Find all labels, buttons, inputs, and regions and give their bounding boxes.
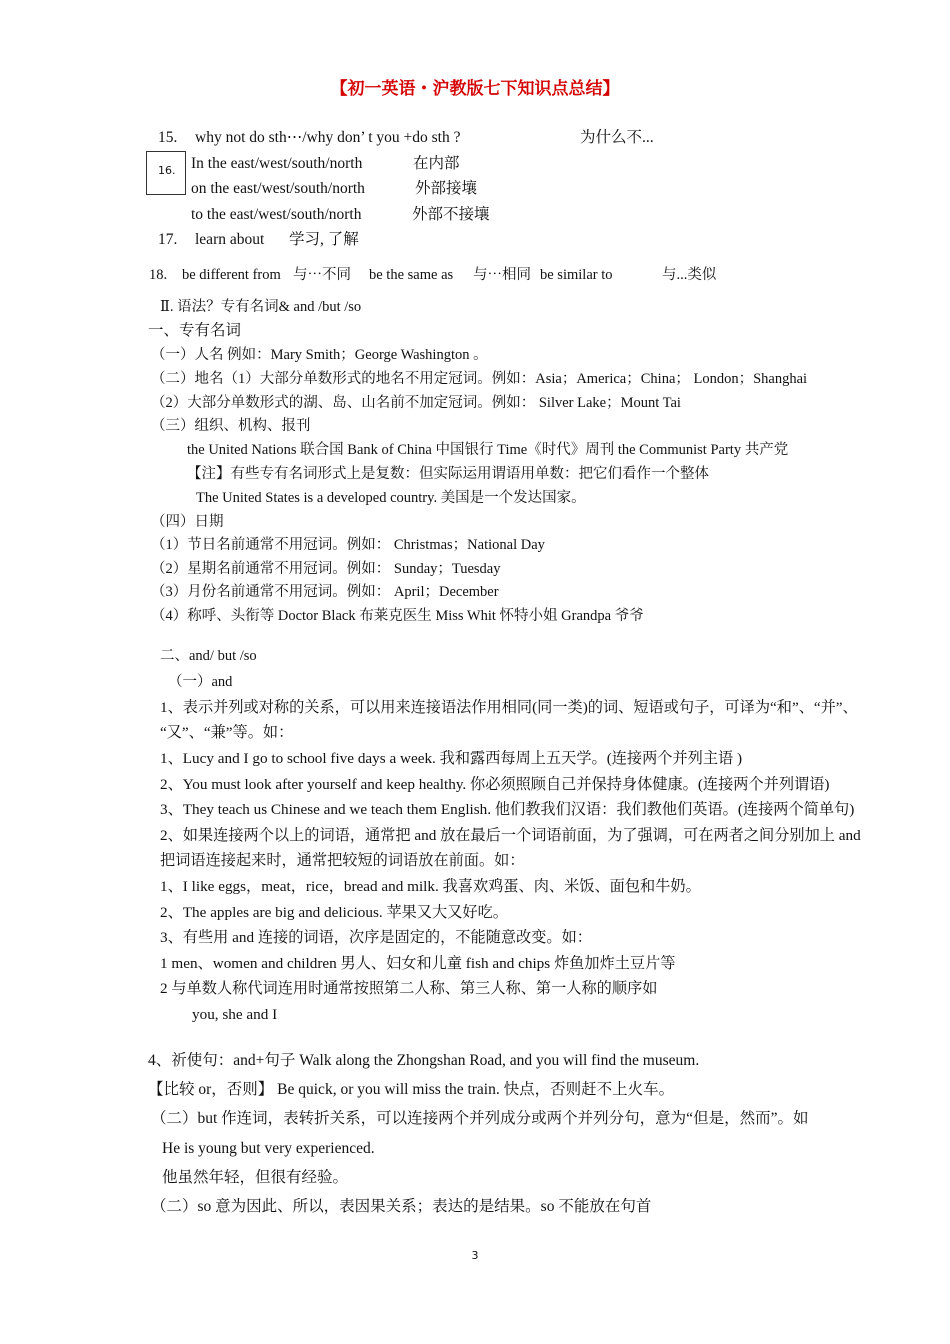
document-title: 【初一英语・沪教版七下知识点总结】 [330,79,620,99]
subsection-heading-and: （一）and [168,674,233,690]
example-line: 2 与单数人称代词连用时通常按照第二人称、第三人称、第一人称的顺序如 [160,980,658,997]
grammar-heading: Ⅱ. 语法？专有名词& and /but /so [160,299,362,315]
item-16-row-3-chinese: 外部不接壤 [412,206,490,223]
item-16-row-2-chinese: 外部接壤 [415,180,478,197]
example-line: 3、They teach us Chinese and we teach them English. 他们教我们汉语：我们教他们英语。(连接两个简单句) [160,801,855,818]
section-heading-and-but-so: 二、and/ but /so [160,648,257,664]
body-line: （3）月份名前通常不用冠词。例如： April；December [151,584,499,600]
body-line: （4）称呼、头衔等 Doctor Black 布莱克医生 Miss Whit 怀特小姐 Grandpa 爷爷 [151,608,644,624]
body-line: 把词语连接起来时，通常把较短的词语放在前面。如： [160,852,525,869]
example-line: The United States is a developed country. 美国是一个发达国家。 [196,490,586,506]
item-16-row-2-english: on the east/west/south/north [191,180,365,197]
body-line: 4、祈使句：and+句子 Walk along the Zhongshan Road, and you will find the museum. [148,1052,700,1069]
subsection-heading-dates: （四）日期 [151,514,224,530]
example-line: He is young but very experienced. [162,1140,375,1157]
item-15-number: 15. [158,129,178,146]
item-16-number: 16. [158,164,176,177]
section-heading-proper-nouns: 一、专有名词 [148,322,242,339]
body-line: （三）组织、机构、报刊 [151,418,311,434]
body-line: （1）节日名前通常不用冠词。例如： Christmas；National Day [151,537,545,553]
example-line: 2、You must look after yourself and keep healthy. 你必须照顾自己并保持身体健康。(连接两个并列谓语) [160,776,830,793]
example-line: 他虽然年轻，但很有经验。 [162,1169,349,1186]
item-15-english: why not do sth⋯/why don’ t you +do sth ? [195,129,461,146]
item-18-phrase-b: be the same as [369,267,454,283]
subsection-heading-but: （二）but 作连词，表转折关系，可以连接两个并列成分或两个并列分句，意为“但是，然而”。如 [151,1110,809,1127]
item-16-number-box [146,151,186,195]
note-line: 【注】有些专有名词形式上是复数：但实际运用谓语用单数：把它们看作一个整体 [187,466,709,482]
example-line: 1、Lucy and I go to school five days a week. 我和露西每周上五天学。(连接两个并列主语 ) [160,750,743,767]
item-18-number: 18. [149,267,168,283]
example-line: 1、I like eggs，meat，rice，bread and milk. 我喜欢鸡蛋、肉、米饭、面包和牛奶。 [160,878,701,895]
item-18-phrase-c: be similar to [540,267,613,283]
item-18-meaning-c: 与...类似 [662,267,717,283]
example-line: you, she and I [192,1006,278,1023]
item-18-phrase-a: be different from [182,267,281,283]
item-17-english: learn about [195,231,265,248]
body-line: “又”、“兼”等。如： [160,724,294,741]
item-17-chinese: 学习, 了解 [289,231,359,248]
example-line: 2、The apples are big and delicious. 苹果又大又好吃。 [160,904,508,921]
subsection-heading-so: （二）so 意为因此、所以，表因果关系；表达的是结果。so 不能放在句首 [151,1198,652,1215]
item-17-number: 17. [158,231,178,248]
comparison-line: 【比较 or，否则】 Be quick, or you will miss the train. 快点，否则赶不上火车。 [148,1081,675,1098]
body-line: the United Nations 联合国 Bank of China 中国银行 Time《时代》周刊 the Communist Party 共产党 [187,442,789,458]
body-line: （2）大部分单数形式的湖、岛、山名前不加定冠词。例如： Silver Lake；Mount Tai [151,395,681,411]
body-line: （2）星期名前通常不用冠词。例如： Sunday；Tuesday [151,561,501,577]
body-line: 2、如果连接两个以上的词语，通常把 and 放在最后一个词语前面，为了强调，可在两者之间分别加上 and [160,827,861,844]
body-line: 3、有些用 and 连接的词语，次序是固定的，不能随意改变。如： [160,929,592,946]
body-line: 1、表示并列或对称的关系，可以用来连接语法作用相同(同一类)的词、短语或句子，可译为“和”、“并”、 [160,699,858,716]
item-16-row-3-english: to the east/west/south/north [191,206,362,223]
body-line: （二）地名（1）大部分单数形式的地名不用定冠词。例如：Asia；America；China； London；Shanghai [151,371,808,387]
page-number: 3 [471,1249,479,1262]
example-line: 1 men、women and children 男人、妇女和儿童 fish and chips 炸鱼加炸土豆片等 [160,955,676,972]
item-15-chinese: 为什么不... [580,129,654,146]
item-16-row-1-english: In the east/west/south/north [191,155,363,172]
body-line: （一）人名 例如：Mary Smith；George Washington 。 [151,347,488,363]
item-16-row-1-chinese: 在内部 [413,155,460,172]
item-18-meaning-a: 与⋯不同 [293,267,351,283]
item-18-meaning-b: 与⋯相同 [473,267,531,283]
